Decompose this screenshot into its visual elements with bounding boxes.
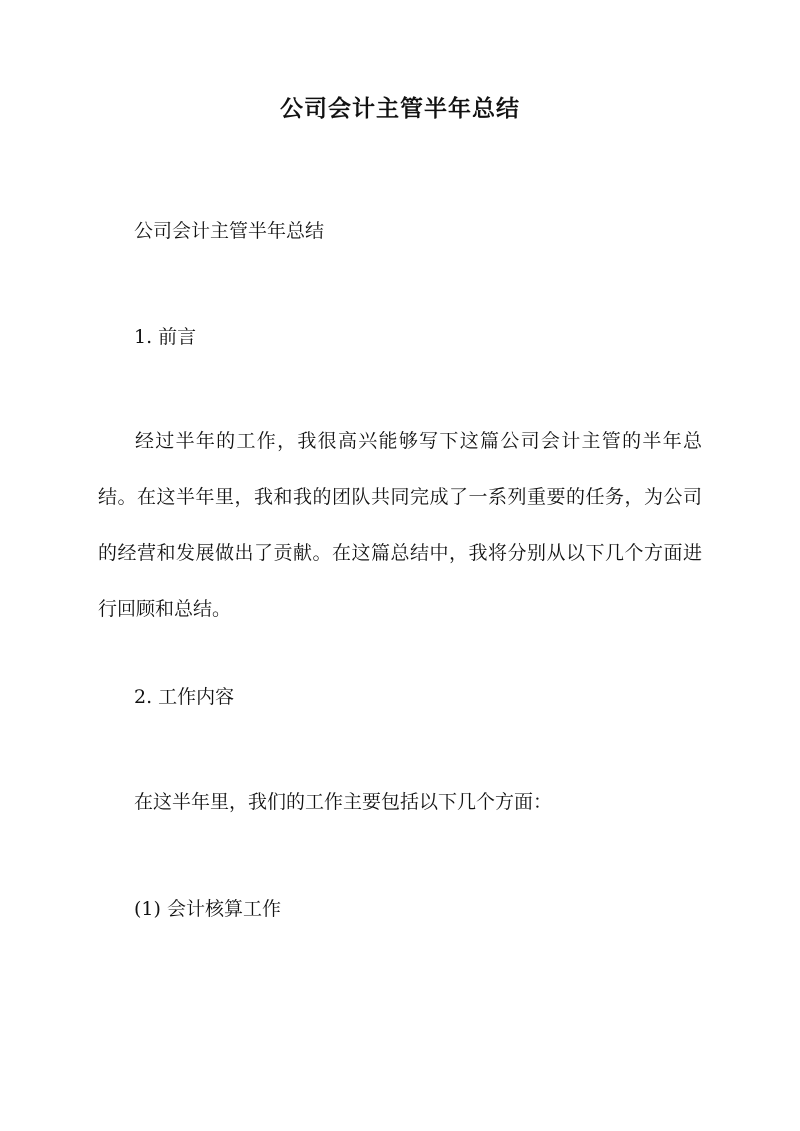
section-heading-work-content: 2. 工作内容 [134,686,235,708]
section-heading-preface: 1. 前言 [134,326,197,348]
work-intro-text: 在这半年里，我们的工作主要包括以下几个方面： [134,791,553,813]
item-heading-accounting: (1) 会计核算工作 [134,898,281,920]
document-subtitle: 公司会计主管半年总结 [134,220,325,242]
document-title: 公司会计主管半年总结 [280,95,520,122]
intro-paragraph: 经过半年的工作，我很高兴能够写下这篇公司会计主管的半年总结。在这半年里，我和我的团队共同完成了一系列重要的任务，为公司的经营和发展做出了贡献。在这篇总结中，我将分别从以下几个方面进行回顾和总结。 [98,430,702,620]
